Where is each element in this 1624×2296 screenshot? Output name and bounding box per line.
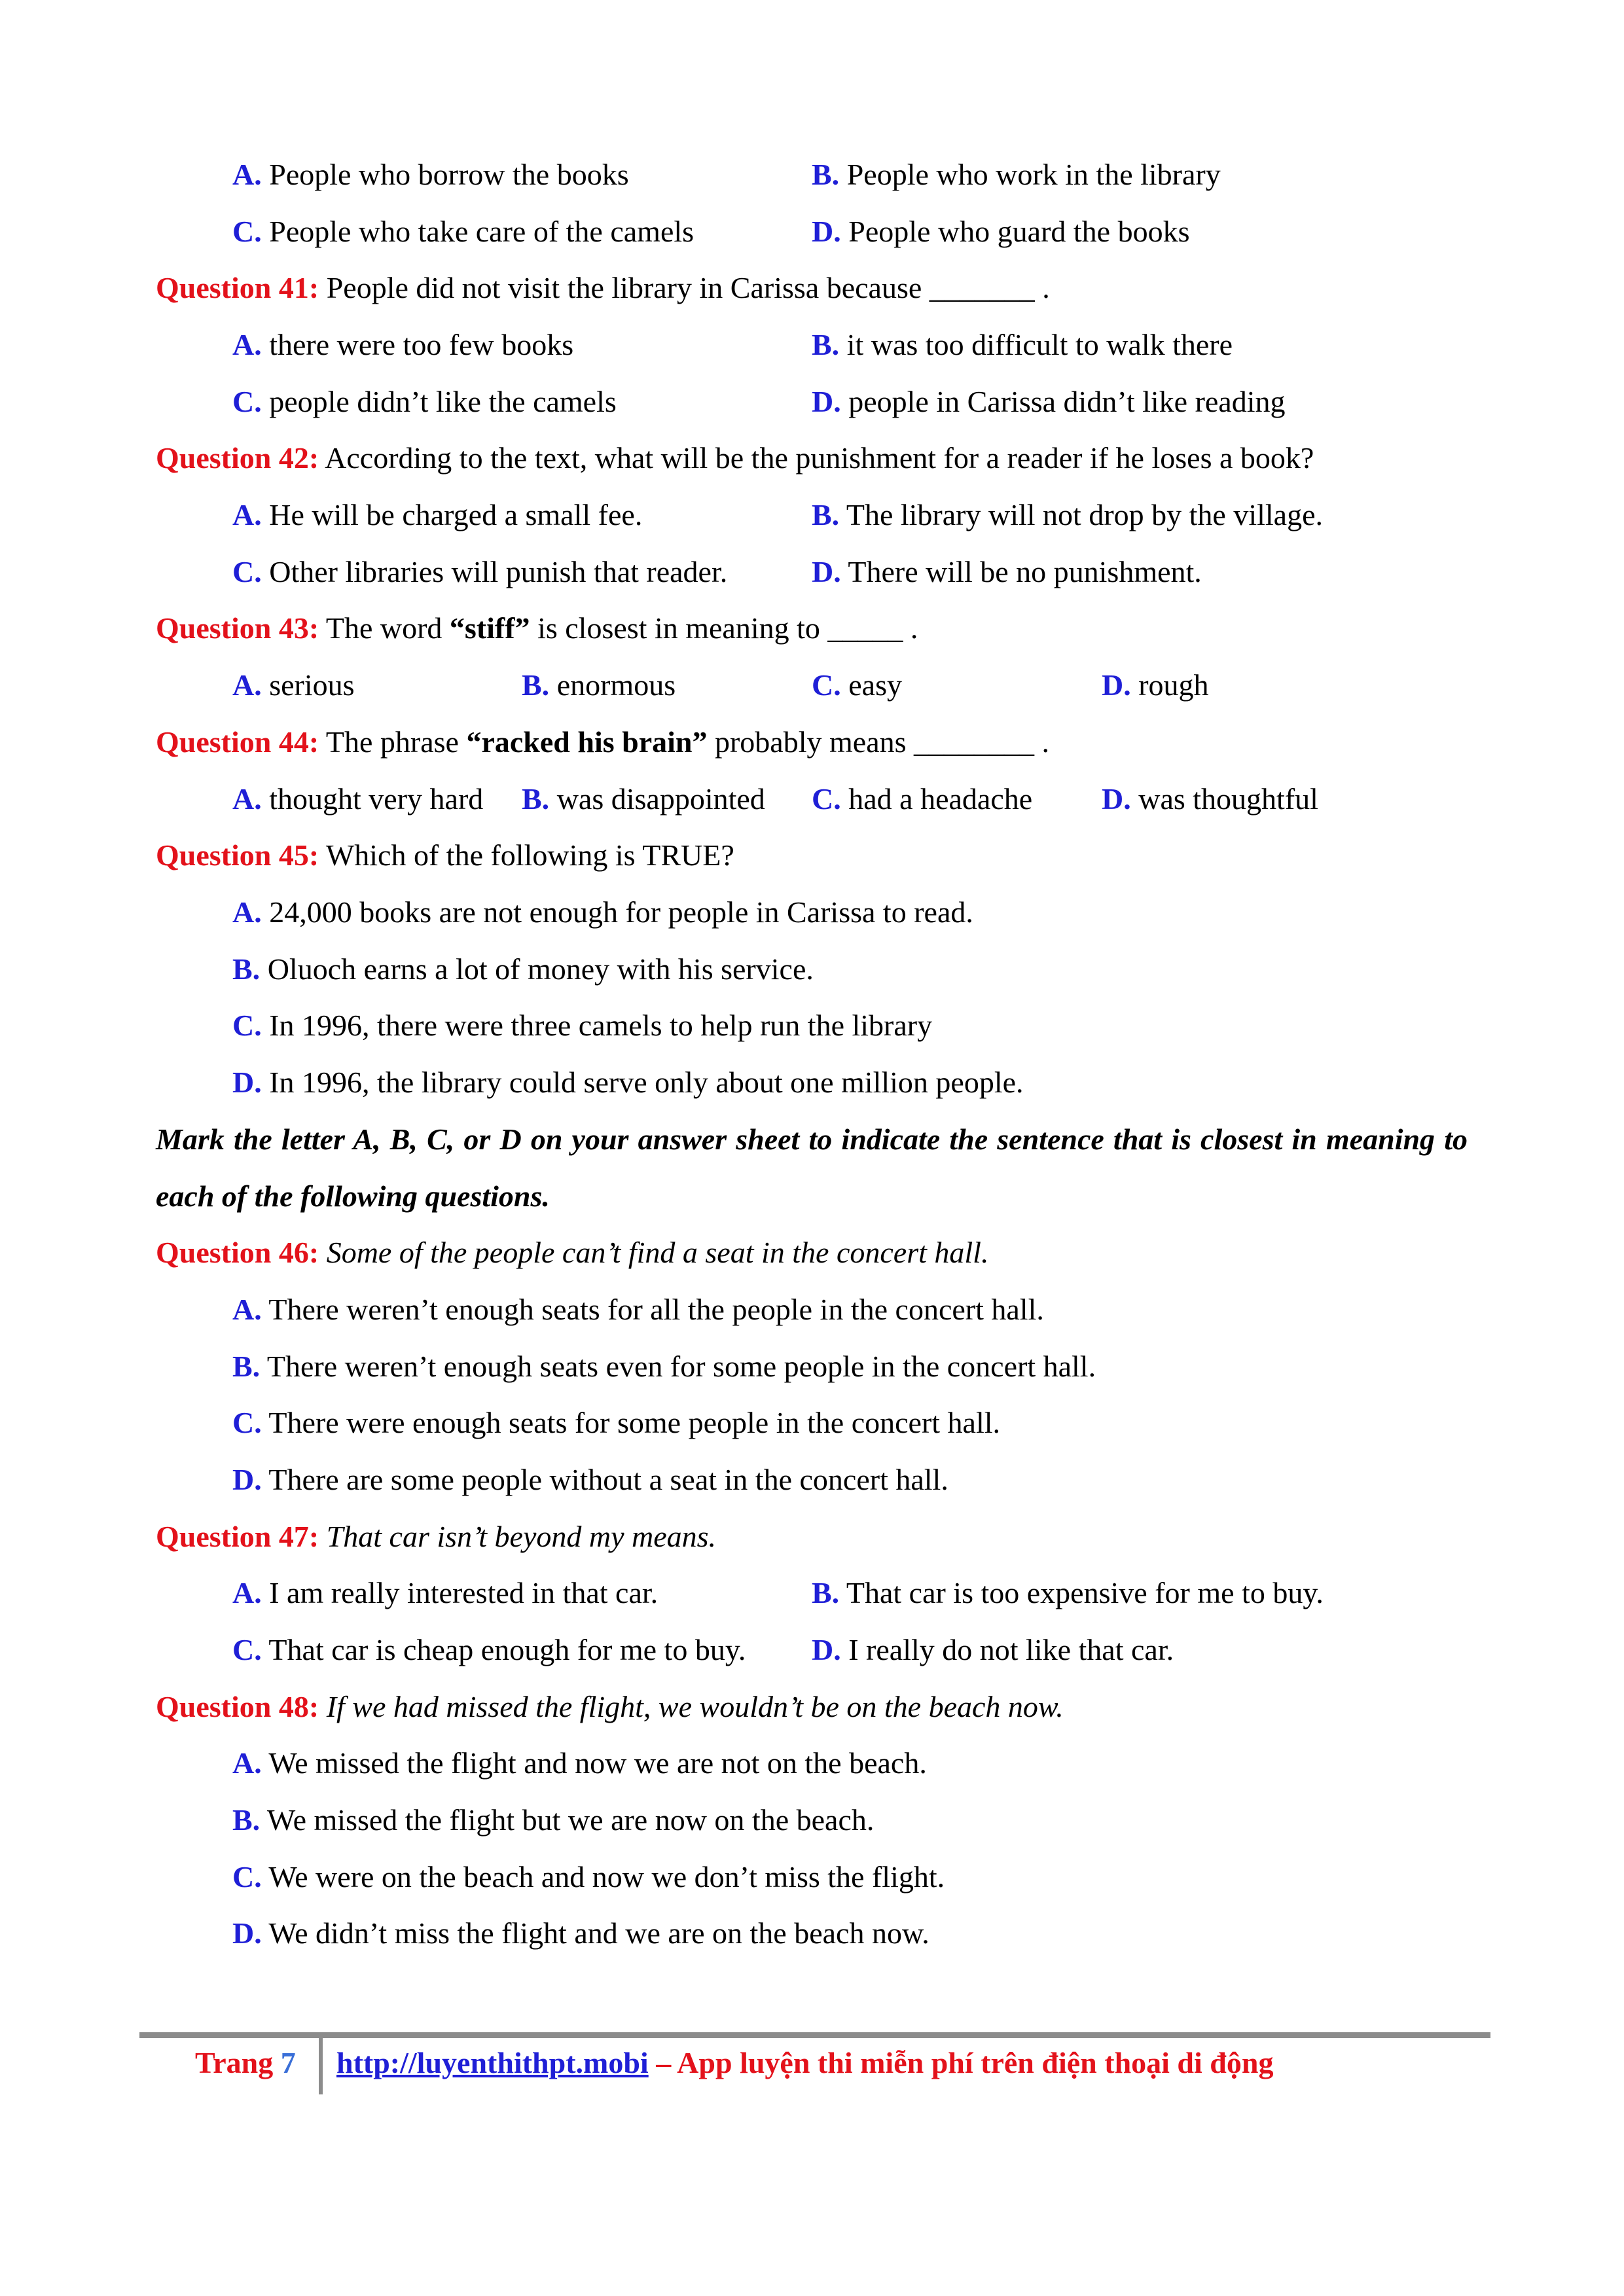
footer-banner — [336, 2043, 1273, 2083]
section-instruction: Mark the letter A, B, C, or D on your answer sheet to indicate the sentence that is closest in meaning to each of the following questions. — [156, 1122, 1468, 1213]
q45-option-b: B. Oluoch earns a lot of money with his service. — [232, 952, 814, 986]
q41-option-d: D. people in Carissa didn’t like reading — [812, 385, 1286, 418]
q43-option-c: C. easy — [812, 668, 902, 702]
q44-option-d: D. was thoughtful — [1102, 782, 1318, 816]
question-44: Question 44: The phrase “racked his brain” probably means ________ . — [156, 725, 1050, 759]
q46-option-a: A. There weren’t enough seats for all the people in the concert hall. — [232, 1293, 1044, 1326]
q43-option-d: D. rough — [1102, 668, 1209, 702]
q40-option-d: D. People who guard the books — [812, 215, 1190, 248]
q40-option-a: A. People who borrow the books — [232, 158, 629, 191]
q41-option-a: A. there were too few books — [232, 328, 574, 361]
footer-page-number: Trang 7 — [195, 2046, 296, 2079]
q48-option-a: A. We missed the flight and now we are not on the beach. — [232, 1746, 927, 1780]
question-48: Question 48: If we had missed the flight, we wouldn’t be on the beach now. — [156, 1690, 1064, 1723]
question-45: Question 45: Which of the following is TRUE? — [156, 838, 734, 872]
question-43: Question 43: The word “stiff” is closest in meaning to _____ . — [156, 611, 918, 645]
q41-option-c: C. people didn’t like the camels — [232, 385, 617, 418]
question-42: Question 42: According to the text, what will be the punishment for a reader if he loses a book? — [156, 441, 1314, 475]
question-46: Question 46: Some of the people can’t find a seat in the concert hall. — [156, 1236, 989, 1269]
q44-option-b: B. was disappointed — [522, 782, 765, 816]
footer-divider — [139, 2032, 1490, 2038]
q47-option-d: D. I really do not like that car. — [812, 1633, 1174, 1666]
footer-tagline: – App luyện thi miễn phí trên điện thoại di động — [648, 2046, 1274, 2079]
q45-option-c: C. In 1996, there were three camels to help run the library — [232, 1009, 933, 1042]
q46-option-b: B. There weren’t enough seats even for some people in the concert hall. — [232, 1350, 1096, 1383]
q42-option-d: D. There will be no punishment. — [812, 555, 1202, 588]
q42-option-b: B. The library will not drop by the village. — [812, 498, 1324, 531]
q47-option-a: A. I am really interested in that car. — [232, 1576, 659, 1609]
q47-option-c: C. That car is cheap enough for me to buy. — [232, 1633, 746, 1666]
q47-option-b: B. That car is too expensive for me to buy. — [812, 1576, 1324, 1609]
q45-option-a: A. 24,000 books are not enough for people in Carissa to read. — [232, 895, 973, 929]
q46-option-c: C. There were enough seats for some people in the concert hall. — [232, 1406, 1001, 1439]
question-47: Question 47: That car isn’t beyond my means. — [156, 1520, 717, 1553]
q48-option-b: B. We missed the flight but we are now on the beach. — [232, 1803, 875, 1837]
q44-option-c: C. had a headache — [812, 782, 1033, 816]
q42-option-a: A. He will be charged a small fee. — [232, 498, 643, 531]
question-41: Question 41: People did not visit the library in Carissa because _______ . — [156, 271, 1050, 304]
q48-option-c: C. We were on the beach and now we don’t miss the flight. — [232, 1860, 945, 1893]
q41-option-b: B. it was too difficult to walk there — [812, 328, 1233, 361]
q40-option-b: B. People who work in the library — [812, 158, 1221, 191]
q40-option-c: C. People who take care of the camels — [232, 215, 695, 248]
q42-option-c: C. Other libraries will punish that reader. — [232, 555, 728, 588]
footer-separator — [319, 2038, 323, 2094]
q44-option-a: A. thought very hard — [232, 782, 484, 816]
q43-option-b: B. enormous — [522, 668, 676, 702]
footer-link[interactable]: http://luyenthithpt.mobi — [336, 2046, 649, 2079]
q48-option-d: D. We didn’t miss the flight and we are on the beach now. — [232, 1916, 929, 1950]
q45-option-d: D. In 1996, the library could serve only about one million people. — [232, 1066, 1024, 1099]
q43-option-a: A. serious — [232, 668, 355, 702]
q46-option-d: D. There are some people without a seat in the concert hall. — [232, 1463, 948, 1496]
